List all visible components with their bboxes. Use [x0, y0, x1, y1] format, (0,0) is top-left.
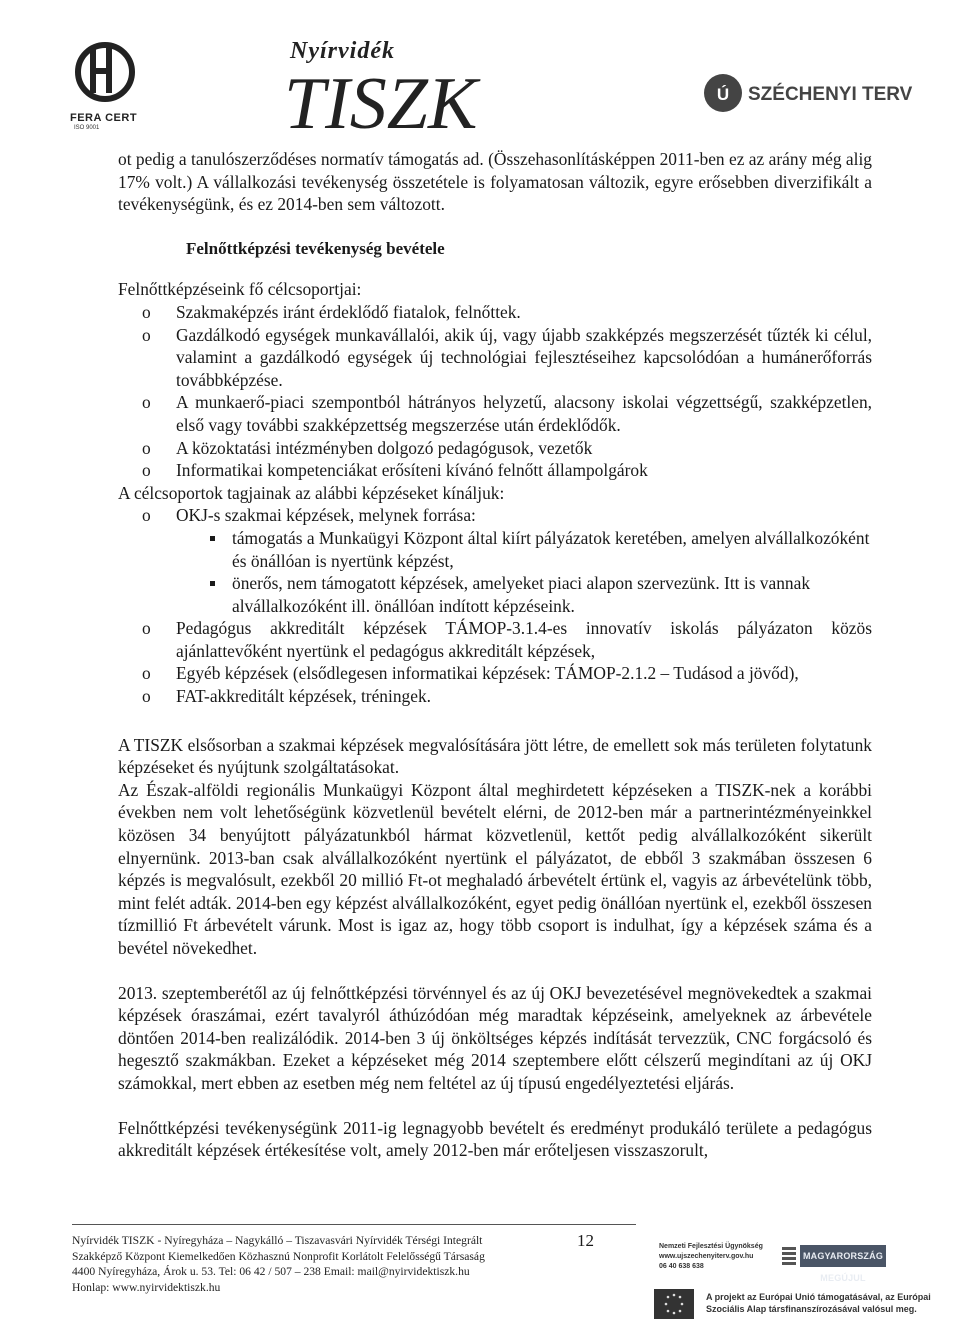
footer-line: Honlap: www.nyirvidektiszk.hu — [72, 1280, 221, 1294]
page-header — [0, 0, 960, 145]
fera-cert-label: FERA CERT — [70, 112, 138, 124]
list-item: o OKJ-s szakmai képzések, melynek forrása: — [142, 505, 476, 526]
svg-text:Ú: Ú — [716, 85, 730, 104]
list-item: o A közoktatási intézményben dolgozó pedagógusok, vezetők — [142, 437, 593, 458]
eu-note-line: A projekt az Európai Unió támogatásával, az Európai — [706, 1292, 931, 1302]
footer-address — [72, 1233, 485, 1295]
list-item: o Pedagógus akkreditált képzések TÁMOP-3.1.4-es innovatív iskolás pályázaton közös ajánlattevőként nyertünk el pedagógus akkreditált képzések, — [142, 618, 872, 661]
page-number: 12 — [577, 1231, 594, 1250]
tiszk-logo-icon — [276, 40, 478, 145]
list-item: o A munkaerő-piaci szempontból hátrányos helyzetű, alacsony iskolai végzettségű, szakképzetlen, első vagy további szakképzettség megszerzése után érdeklődők. — [142, 392, 872, 435]
magyarorszag-megujul-logo — [782, 1237, 886, 1283]
nfu-phone: 06 40 638 638 — [659, 1263, 704, 1270]
nfu-url: www.ujszechenyiterv.gov.hu — [659, 1253, 754, 1260]
eu-flag-icon — [654, 1289, 694, 1319]
nfu-title: Nemzeti Fejlesztési Ügynökség — [659, 1243, 763, 1250]
target-groups-list — [118, 301, 872, 482]
szechenyi-logo-icon — [702, 72, 744, 114]
offer-okj-sublist — [118, 527, 872, 617]
fera-iso-label: ISO 9001 — [74, 125, 100, 131]
paragraph-felnottkepzes: Felnőttképzési tevékenységünk 2011-ig legnagyobb bevételt és eredményt produkáló területe a pedagógus akkreditált képzések értékesítése volt, amely 2012-ben már erőteljesen visszaszorult, — [118, 1117, 872, 1161]
nfu-block — [659, 1242, 763, 1272]
list-item: o Szakmaképzés iránt érdeklődő fiatalok, felnőttek. — [142, 301, 521, 322]
sub-list-item: támogatás a Munkaügyi Központ által kiírt pályázatok keretében, amelyen alvállalkozóként és önállóan is nyertünk képzést, — [118, 527, 872, 572]
list-item: o Informatikai kompetenciákat erősíteni kívánó felnőtt állampolgárok — [142, 460, 648, 481]
offer-list-rest — [118, 617, 872, 707]
list-item: o FAT-akkreditált képzések, tréningek. — [142, 686, 431, 707]
footer-line: 4400 Nyíregyháza, Árok u. 53. Tel: 06 42 / 507 – 238 Email: mail@nyirvidektiszk.hu — [72, 1265, 470, 1278]
footer-line: Nyírvidék TISZK - Nyíregyháza – Nagykálló – Tiszavasvári Nyírvidék Térségi Integrált — [72, 1234, 483, 1247]
eu-note-line: Szociális Alap társfinanszírozásával valósul meg. — [706, 1304, 917, 1314]
paragraph-tiszk: A TISZK elsősorban a szakmai képzések megvalósítására jött létre, de emellett sok más területen folytatunk képzéseket és nyújtunk szolgáltatásokat. — [118, 734, 872, 778]
eu-funding-note — [706, 1291, 931, 1315]
footer-line: Szakképző Központ Kiemelkedően Közhasznú Nonprofit Korlátolt Felelősségű Társaság — [72, 1249, 485, 1263]
paragraph-2013: 2013. szeptemberétől az új felnőttképzési törvénnyel és az új OKJ bevezetésével megnövekedtek a szakmai képzések óraszámai, ezért tavalyról áthúzódóan még maradtak képzéseink, amelyeknek az árbevétele döntően 2014-ben realizálódik. 2014-ben 3 új önköltséges képzés indítását tervezzük, CNC forgácsoló és hegesztő szakmákban. Ezeket a képzéseket még 2014 szeptembere előtt célszerű megindítani az új OKJ számokkal, mert ebben az esetben még nem feltétel az új típusú engedélyeztetési eljárás. — [118, 982, 872, 1093]
section-heading: Felnőttképzési tevékenység bevétele — [186, 238, 445, 258]
intro-paragraph: ot pedig a tanulószerződéses normatív támogatás ad. (Összehasonlításképpen 2011-ben ez az arány még alig 17% volt.) A vállalkozási tevékenység összetétele is folyamatosan változik, egyre erősebben diverzifikált a tevékenységünk, és ez 2014-ben sem változott. — [118, 149, 872, 215]
offer-intro: A célcsoportok tagjainak az alábbi képzéseket kínáljuk: — [118, 482, 505, 503]
footer-divider — [72, 1224, 636, 1225]
offer-list — [118, 504, 872, 527]
magyarorszag-megujul-label: MAGYARORSZÁG MEGÚJUL — [800, 1245, 886, 1267]
target-groups-intro: Felnőttképzéseink fő célcsoportjai: — [118, 279, 362, 300]
list-item: o Gazdálkodó egységek munkavállalói, akik új, vagy újabb szakképzés megszerzését tűzték ki célul, valamint a gazdálkodó egységek új technológiai fejlesztéseihez kapcsolódóan a humánerőforrás továbbképzése. — [142, 324, 872, 390]
szechenyi-terv-label: SZÉCHENYI TERV — [748, 84, 913, 105]
page-footer — [0, 1215, 960, 1333]
paragraph-munkaugyi: Az Észak-alföldi regionális Munkaügyi Központ által meghirdetett képzéseken a TISZK-nek a korábbi években nem volt lehetőségünk közvetlenül bevételt elérni, de 2012-ben már a partnerintézményeinkkel közösen 34 benyújtott pályázatunkból hármat közvetlenül, kettőt pedig alvállalkozóként sikerült elnyernünk. 2013-ban csak alvállalkozóként nyertünk el pályázatot, de ebből 3 szakmában összesen 6 képzés is megvalósult, ezekből 20 millió Ft-ot meghaladó árbevételt értünk el, vagyis az árbevételünk több, mint felét adták. 2014-ben egy képzést alvállalkozóként, egyet pedig önállóan nyertünk el, ezekből összesen tízmillió Ft árbevételt várunk. Most is igaz az, hogy több csoport is indulhat, így a képzések száma és a bevétel növekedhet. — [118, 779, 872, 958]
document-body — [118, 148, 872, 1162]
svg-text:TISZK: TISZK — [284, 63, 478, 145]
sub-list-item: önerős, nem támogatott képzések, amelyeket piaci alapon szervezünk. Itt is vannak alvállalkozóként ill. önállóan indított képzéseink. — [118, 572, 872, 617]
tiszk-logo-top: Nyírvidék — [290, 38, 395, 64]
list-item: o Egyéb képzések (elsődlegesen informatikai képzések: TÁMOP-2.1.2 – Tudásod a jövőd), — [142, 663, 799, 684]
